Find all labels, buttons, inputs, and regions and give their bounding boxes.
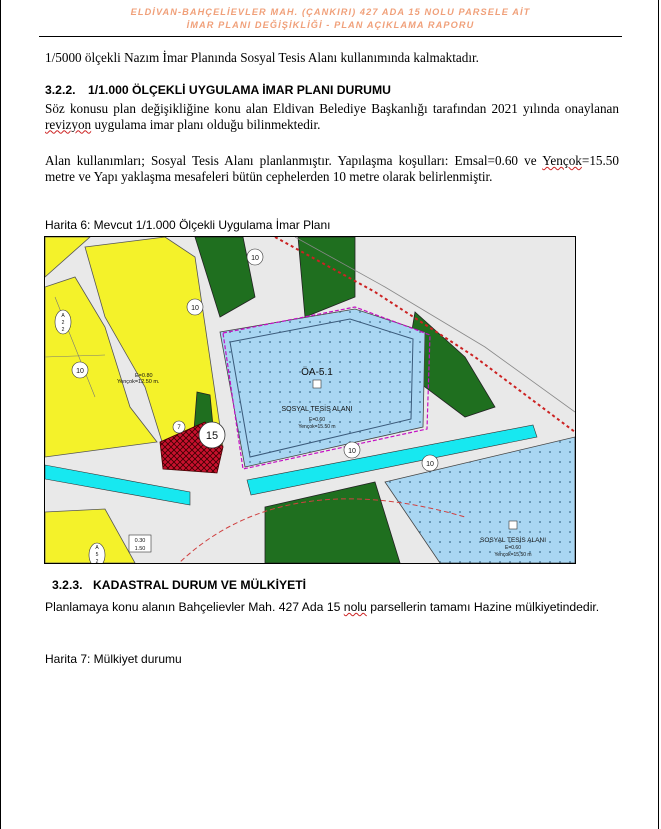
map-label-emsal-2: E=0.60 [505, 545, 521, 551]
p3-text-a: Planlamaya konu alanın Bahçelievler Mah. 427 Ada 15 [45, 600, 344, 614]
map-label-a2b: 5 [95, 552, 99, 558]
map-label-a2c: 2 [95, 559, 99, 563]
section-322-paragraph-2 [45, 153, 619, 184]
section-title-322: 1/1.000 ÖLÇEKLİ UYGULAMA İMAR PLANI DURUMU [88, 83, 391, 97]
building-symbol [313, 380, 321, 388]
map-label-setback: 10 [76, 368, 84, 375]
header-line-1: ELDİVAN-BAHÇELİEVLER MAH. (ÇANKIRI) 427 ADA 15 NOLU PARSELE AİT [130, 7, 531, 17]
map-label-social: SOSYAL TESİS ALANI [281, 406, 353, 413]
map-label-parcel: 15 [205, 430, 219, 442]
map-label-k2: 1.50 [134, 546, 146, 552]
report-header [1, 6, 660, 32]
map-label-a1b: 2 [61, 320, 65, 326]
section-322-paragraph-1 [45, 101, 619, 132]
map-label-yellow-e: E=0.80 [135, 373, 153, 379]
p2-text-a: Alan kullanımları; Sosyal Tesis Alanı planlanmıştır. Yapılaşma koşulları: Emsal=0.60 ve [45, 153, 543, 168]
building-symbol [509, 521, 517, 529]
map-label-setback: 10 [348, 448, 356, 455]
p2-text-marked: Yençok [542, 153, 582, 168]
section-number-322: 3.2.2. [45, 83, 76, 97]
map-label-7: 7 [177, 425, 181, 431]
map-7-caption: Harita 7: Mülkiyet durumu [45, 652, 182, 666]
p3-text-marked: nolu [343, 600, 367, 614]
intro-paragraph: 1/5000 ölçekli Nazım İmar Planında Sosyal Tesis Alanı kullanımında kalmaktadır. [45, 50, 479, 65]
p2-text-b: =15.50 metre ve Yapı yaklaşma mesafeleri bütün cephelerden 10 metre olarak belirlenmiştir. [45, 153, 619, 184]
map-label-setback: 10 [191, 305, 199, 312]
map-label-a1c: 2 [61, 327, 65, 333]
p1-text-b: uygulama imar planı olduğu bilinmektedir. [91, 116, 321, 132]
map-label-yencok: Yençok=15.50 m [298, 424, 336, 430]
map-label-oa: ÖA-5.1 [301, 367, 333, 378]
section-title-323: KADASTRAL DURUM VE MÜLKİYETİ [93, 578, 307, 592]
header-divider [39, 36, 622, 37]
map-label-yellow-y: Yençok=12.50 m. [117, 379, 160, 385]
map-label-a2: A [95, 545, 99, 551]
map-label-a1: A [61, 313, 65, 319]
map-label-k1: 0.30 [134, 538, 146, 544]
map-label-social-2: SOSYAL TESİS ALANI [480, 537, 546, 544]
zoning-plan-svg [45, 237, 575, 563]
p3-text-b: parsellerin tamamı Hazine mülkiyetindedir. [366, 600, 600, 614]
section-323-paragraph [45, 600, 619, 616]
map-label-yencok-2: Yençok=15,50 m [494, 552, 532, 558]
zoning-plan-map [44, 236, 576, 564]
map-label-setback: 10 [251, 255, 259, 262]
header-line-2: İMAR PLANI DEĞİŞİKLİĞİ - PLAN AÇIKLAMA RAPORU [186, 20, 475, 30]
map-label-setback: 10 [426, 461, 434, 468]
p1-text-marked: revizyon [45, 116, 92, 132]
section-number-323: 3.2.3. [52, 578, 83, 592]
p1-text-a: Söz konusu plan değişikliğine konu alan Eldivan Belediye Başkanlığı tarafından 2021 yılında onaylanan [45, 101, 619, 116]
map-6-caption: Harita 6: Mevcut 1/1.000 Ölçekli Uygulama İmar Planı [45, 218, 331, 232]
map-label-emsal: E=0.60 [309, 417, 325, 423]
